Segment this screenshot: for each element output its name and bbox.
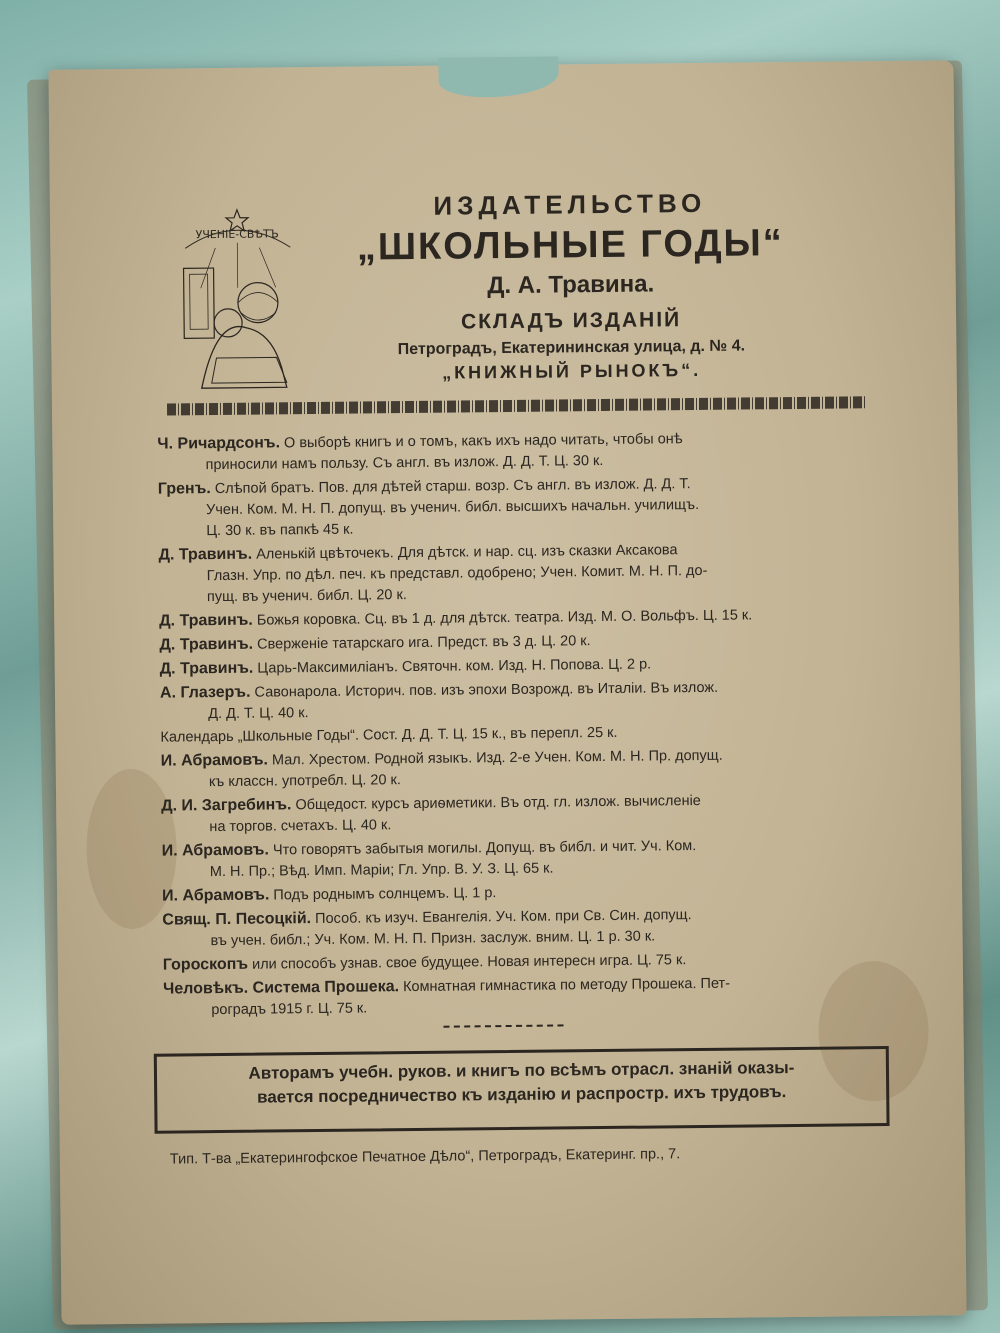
catalog-page: [48, 60, 966, 1324]
catalog-author: А. Глазеръ.: [159, 683, 251, 702]
catalog-description: О выборѣ книгъ и о томъ, какъ ихъ надо читать, чтобы онѣ: [283, 431, 683, 452]
catalog-entry-continuation: въ учен. библ.; Уч. Ком. М. Н. П. Призн. заслуж. вним. Ц. 1 р. 30 к.: [210, 928, 656, 950]
publisher-header: [310, 187, 832, 385]
catalog-entry: [158, 537, 879, 609]
catalog-entry: [161, 788, 881, 839]
catalog-entry-continuation: Ц. 30 к. въ папкѣ 45 к.: [206, 521, 354, 540]
notice-line: Авторамъ учебн. руков. и книгъ по всѣмъ отрасл. знаній оказы-: [248, 1058, 795, 1083]
catalog-description: или способъ узнав. свое будущее. Новая интересн игра. Ц. 75 к.: [251, 952, 687, 973]
catalog-entry-continuation: Глазн. Упр. по дѣл. печ. къ представл. одобрено; Учен. Комит. М. Н. П. до-: [206, 562, 708, 585]
catalog-author: И. Абрамовъ.: [161, 841, 269, 860]
catalog-entry-continuation: на торгов. счетахъ. Ц. 40 к.: [209, 817, 392, 836]
catalog-entry: [163, 971, 883, 1022]
catalog-author: Гороскопъ: [162, 955, 249, 974]
catalog-author: Д. Травинъ.: [158, 545, 253, 564]
catalog-description: Сверженіе татарскаго ига. Предст. въ 3 д. Ц. 20 к.: [257, 633, 591, 653]
catalog-entry: [162, 833, 882, 884]
catalog-author: Д. Травинъ.: [159, 611, 253, 630]
printer-imprint: Тип. Т-ва „Екатерингофское Печатное Дѣло“, Петроградъ, Екатеринг. пр., 7.: [169, 1146, 681, 1168]
catalog-entry-continuation: пущ. въ ученич. библ. Ц. 20 к.: [206, 587, 407, 606]
catalog-entry-continuation: Учен. Ком. М. Н. П. допущ. въ ученич. библ. высшихъ начальн. училищъ.: [205, 496, 700, 519]
catalog-description: Подъ роднымъ солнцемъ. Ц. 1 р.: [273, 885, 497, 904]
catalog-description: Что говорятъ забытыя могилы. Допущ. въ библ. и чит. Уч. Ком.: [272, 838, 697, 859]
publisher-owner: Д. А. Травина.: [487, 270, 655, 300]
catalog-entry: [162, 902, 882, 953]
catalog-author: Свящ. П. Песоцкій.: [162, 910, 312, 929]
catalog-description: Календарь „Школьные Годы“. Сост. Д. Д. Т. Ц. 15 к., въ перепл. 25 к.: [160, 724, 618, 746]
catalog-list: [157, 426, 883, 1024]
catalog-entry-continuation: приносили намъ пользу. Съ англ. въ излож. Д. Д. Т. Ц. 30 к.: [205, 452, 604, 474]
catalog-entry: [161, 743, 881, 794]
catalog-description: Мал. Хрестом. Родной языкъ. Изд. 2-е Учен. Ком. М. Н. Пр. допущ.: [271, 747, 723, 769]
catalog-description: Общедост. курсъ ариѳметики. Въ отд. гл. излож. вычисленіе: [295, 792, 701, 814]
catalog-entry: [157, 426, 877, 477]
warehouse-heading: СКЛАДЪ ИЗДАНІЙ: [460, 308, 682, 334]
publisher-title: „ШКОЛЬНЫЕ ГОДЫ“: [356, 222, 784, 269]
catalog-entry: [158, 471, 879, 543]
catalog-entry-continuation: роградъ 1915 г. Ц. 75 к.: [211, 1000, 368, 1019]
catalog-description: Слѣпой братъ. Пов. для дѣтей старш. возр. Съ англ. въ излож. Д. Д. Т.: [214, 476, 691, 498]
catalog-author: Д. Травинъ.: [159, 659, 254, 678]
catalog-description: Божья коровка. Сц. въ 1 д. для дѣтск. театра. Изд. М. О. Вольфъ. Ц. 15 к.: [256, 607, 753, 629]
catalog-author: Д. И. Загребинъ.: [161, 796, 292, 815]
catalog-author: И. Абрамовъ.: [160, 751, 269, 770]
catalog-author: Человѣкъ. Система Прошека.: [162, 978, 400, 998]
catalog-author: Д. Травинъ.: [159, 635, 254, 654]
catalog-description: Комнатная гимнастика по методу Прошека. Пет-: [402, 975, 731, 996]
torn-edge: [438, 56, 558, 97]
catalog-entry: [160, 675, 880, 726]
catalog-description: Царь-Максимиліанъ. Святочн. ком. Изд. Н. Попова. Ц. 2 р.: [257, 656, 652, 677]
publisher-label: ИЗДАТЕЛЬСТВО: [433, 187, 707, 221]
warehouse-address: Петроградъ, Екатерининская улица, д. № 4.: [397, 337, 746, 359]
catalog-description: Пособ. къ изуч. Евангелія. Уч. Ком. при Св. Син. допущ.: [315, 907, 692, 928]
vignette-illustration: [175, 207, 302, 398]
ornamental-rule: [167, 396, 867, 415]
catalog-author: Гренъ.: [157, 480, 211, 498]
market-name: „КНИЖНЫЙ РЫНОКЪ“.: [442, 359, 702, 383]
catalog-author: И. Абрамовъ.: [162, 886, 270, 905]
catalog-author: Ч. Ричардсонъ.: [157, 434, 281, 453]
notice-box: [154, 1046, 890, 1134]
section-divider: [443, 1024, 563, 1027]
notice-line: вается посредничество къ изданію и распростр. ихъ трудовъ.: [256, 1082, 787, 1107]
catalog-description: Савонарола. Историч. пов. изъ эпохи Возрожд. въ Италіи. Въ излож.: [254, 679, 719, 701]
catalog-entry-continuation: къ классн. употребл. Ц. 20 к.: [208, 772, 401, 791]
vignette-motto: УЧЕНIЕ-СВѢТЪ: [195, 227, 279, 242]
catalog-entry-continuation: Д. Д. Т. Ц. 40 к.: [208, 705, 309, 723]
catalog-description: Аленькій цвѣточекъ. Для дѣтск. и нар. сц. изъ сказки Аксакова: [256, 542, 678, 563]
catalog-entry-continuation: М. Н. Пр.; Вѣд. Имп. Маріи; Гл. Упр. В. У. З. Ц. 65 к.: [209, 860, 554, 881]
